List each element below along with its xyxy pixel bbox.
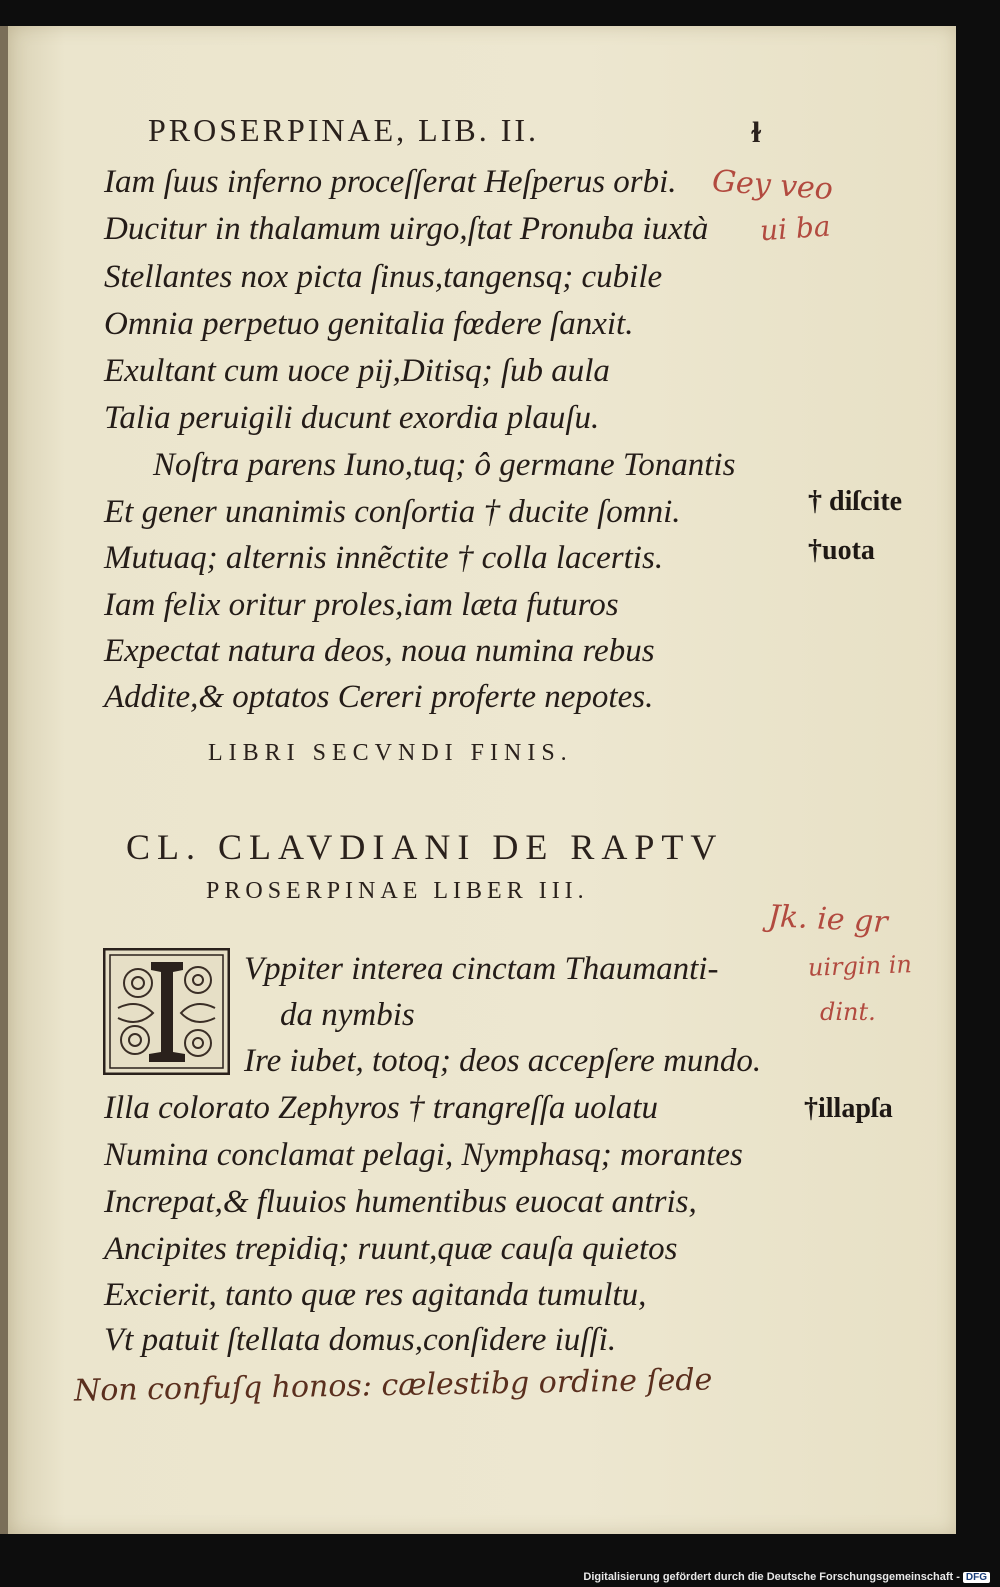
decorated-initial-i-icon — [103, 948, 230, 1075]
verse-line: Noſtra parens Iuno,tuq; ô germane Tonantis — [153, 447, 736, 483]
verse-line: Illa colorato Zephyros † trangreſſa uolatu — [104, 1090, 658, 1126]
folio-number: ɫ — [752, 116, 761, 149]
handwritten-note: uirgin in — [807, 950, 913, 982]
verse-line: Iam ſuus inferno proceſſerat Heſperus orbi. — [104, 164, 677, 200]
verse-line: Increpat,& fluuios humentibus euocat antris, — [104, 1184, 697, 1220]
verse-line: Stellantes nox picta ſinus,tangensq; cubile — [104, 259, 663, 295]
margin-gloss: † diſcite — [808, 486, 903, 517]
verse-line: Ancipites trepidiq; ruunt,quæ cauſa quietos — [104, 1231, 678, 1267]
verse-line: Omnia perpetuo genitalia fœdere ſanxit. — [104, 306, 634, 342]
verse-line: Mutuaq; alternis innẽctite † colla lacertis. — [104, 540, 664, 576]
margin-gloss: †uota — [808, 535, 875, 566]
book-subtitle: PROSERPINAE LIBER III. — [206, 878, 589, 904]
handwritten-note: ui ba — [758, 209, 832, 248]
verse-line: Numina conclamat pelagi, Nymphasq; morantes — [104, 1137, 743, 1173]
verse-line: Ire iubet, totoq; deos acceрſere mundo. — [244, 1043, 762, 1079]
verse-line: Addite,& optatos Cereri proferte nepotes. — [104, 679, 654, 715]
verse-line: Iam felix oritur proles,iam læta futuros — [104, 587, 619, 623]
verse-line: Expectat natura deos, noua numina rebus — [104, 633, 655, 669]
book-end-label: LIBRI SECVNDI FINIS. — [208, 740, 573, 766]
handwritten-note: Jk. ie gr — [767, 898, 889, 941]
handwritten-note: Gey veo — [710, 163, 835, 208]
digitization-credit — [583, 1571, 990, 1583]
running-head: PROSERPINAE, LIB. II. — [148, 112, 540, 148]
verse-line: Talia peruigili ducunt exordia plauſu. — [104, 400, 600, 436]
verse-line: Vppiter interea cinctam Thaumanti- — [244, 951, 719, 987]
margin-gloss: †illapſa — [804, 1093, 893, 1124]
verse-line: Ducitur in thalamum uirgo,ſtat Pronuba iuxtà — [104, 211, 709, 247]
verse-line: Excierit, tanto quæ res agitanda tumultu, — [104, 1277, 647, 1313]
verse-line: da nymbis — [280, 997, 415, 1033]
dfg-logo-icon: DFG — [963, 1572, 990, 1583]
verse-line: Vt patuit ſtellata domus,conſidere iuſſi. — [104, 1322, 617, 1358]
verse-line: Exultant cum uoce pij,Ditisq; ſub aula — [104, 353, 610, 389]
handwritten-note: Non confuſq honos: cælestibg ordine ſede — [73, 1362, 713, 1409]
book-title: CL. CLAVDIANI DE RAPTV — [126, 827, 724, 867]
handwritten-note: dint. — [820, 998, 876, 1026]
credit-text: Digitalisierung gefördert durch die Deutsche Forschungsgemeinschaft - — [583, 1571, 960, 1583]
verse-line: Et gener unanimis conſortia † ducite ſomni. — [104, 494, 681, 530]
